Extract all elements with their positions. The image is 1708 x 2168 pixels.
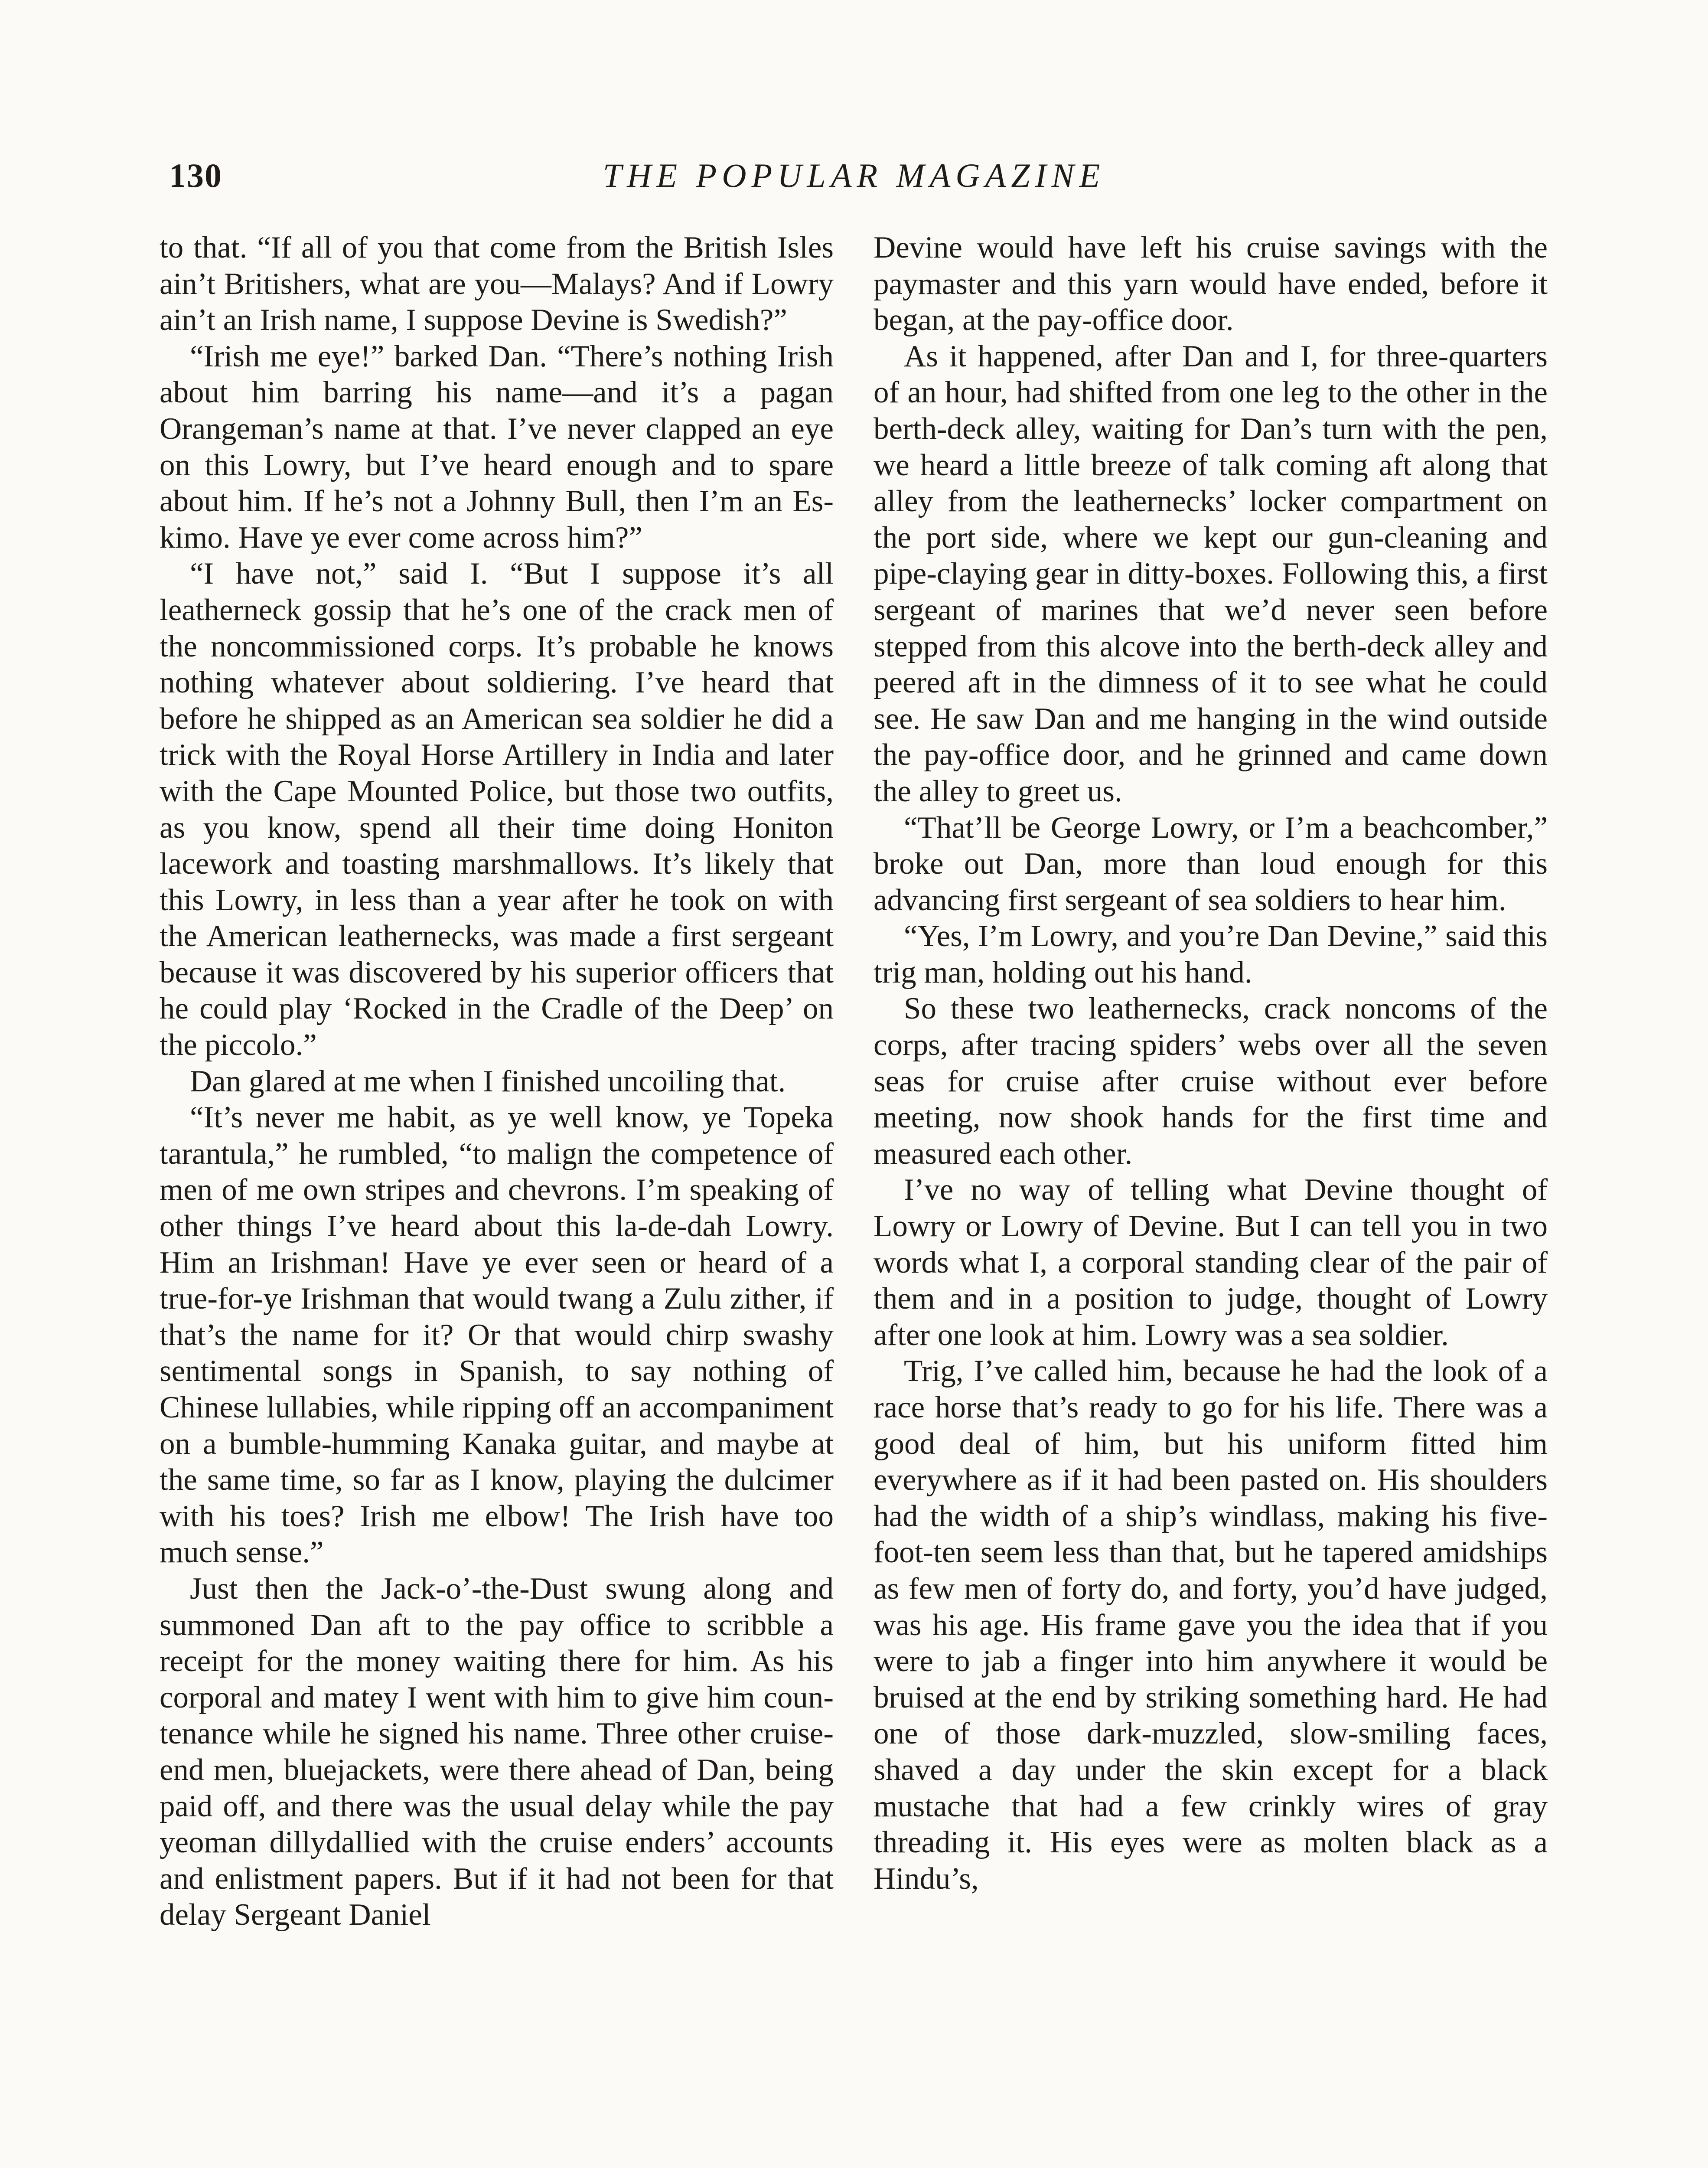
paragraph: “Irish me eye!” barked Dan. “There’s nothing Irish about him barring his name—and it’s a pagan Orangeman’s name at that. I’ve never clapped an eye on this Lowry, but I’ve heard enough and to spare about him. If he’s not a Johnny Bull, then I’m an Eskimo. Have ye ever come across him?”	[160, 339, 834, 555]
paragraph: Dan glared at me when I finished uncoiling that.	[190, 1064, 786, 1098]
paragraph: Devine would have left his cruise savings with the paymaster and this yarn would have ended, before it began, at the pay-office door.	[874, 231, 1548, 337]
paragraph: So these two leathernecks, crack noncoms of the corps, after tracing spiders’ webs over all the seven seas for cruise after cruise without ever before meeting, now shook hands for the first time and measured each other.	[874, 992, 1548, 1171]
paragraph: Trig, I’ve called him, because he had the look of a race horse that’s ready to go for his life. There was a good deal of him, but his uniform fitted him everywhere as if it had been pasted on. His shoulders had the width of a ship’s windlass, making his five-foot-ten seem less than that, but he tapered amidships as few men of forty do, and forty, you’d have judged, was his age. His frame gave you the idea that if you were to jab a finger into him anywhere it would be bruised at the end by striking something hard. He had one of those dark-muzzled, slow-smiling faces, shaved a day under the skin except for a black mustache that had a few crinkly wires of gray threading it. His eyes were as molten black as a Hindu’s,	[874, 1354, 1548, 1896]
page-number: 130	[169, 157, 222, 194]
paragraph: “I have not,” said I. “But I suppose it’s all leatherneck gossip that he’s one of the crack men of the noncommissioned corps. It’s probable he knows nothing whatever about soldiering. I’ve heard that before he shipped as an American sea soldier he did a trick with the Royal Horse Artillery in India and later with the Cape Mounted Police, but those two outfits, as you know, spend all their time doing Honiton lacework and toasting marshmallows. It’s likely that this Lowry, in less than a year after he took on with the American leathernecks, was made a first sergeant because it was discovered by his superior officers that he could play ‘Rocked in the Cradle of the Deep’ on the piccolo.”	[160, 557, 834, 1062]
paragraph: Just then the Jack-o’-the-Dust swung along and summoned Dan aft to the pay office to scribble a receipt for the money waiting there for him. As his corporal and matey I went with him to give him countenance while he signed his name. Three other cruise-end men, bluejackets, were there ahead of Dan, being paid off, and there was the usual delay while the pay yeoman dillydallied with the cruise enders’ accounts and enlistment papers. But if it had not been for that delay Sergeant Daniel	[160, 1571, 834, 1932]
paragraph: “Yes, I’m Lowry, and you’re Dan Devine,” said this trig man, holding out his hand.	[874, 919, 1548, 989]
paragraph: “That’ll be George Lowry, or I’m a beachcomber,” broke out Dan, more than loud enough for this advancing first sergeant of sea soldiers to hear him.	[874, 810, 1548, 917]
paragraph: As it happened, after Dan and I, for three-quarters of an hour, had shifted from one leg to the other in the berth-deck alley, waiting for Dan’s turn with the pen, we heard a little breeze of talk coming aft along that alley from the leathernecks’ locker compartment on the port side, where we kept our gun-cleaning and pipe-claying gear in ditty-boxes. Following this, a first sergeant of marines that we’d never seen before stepped from this alcove into the berth-deck alley and peered aft in the dimness of it to see what he could see. He saw Dan and me hanging in the wind outside the pay-office door, and he grinned and came down the alley to greet us.	[874, 339, 1548, 808]
right-column	[874, 230, 1548, 2168]
magazine-title: THE POPULAR MAGAZINE	[603, 157, 1105, 194]
paragraph: I’ve no way of telling what Devine thought of Lowry or Lowry of Devine. But I can tell you in two words what I, a corporal standing clear of the pair of them and in a position to judge, thought of Lowry after one look at him. Lowry was a sea soldier.	[874, 1173, 1548, 1352]
page-header	[160, 156, 1548, 208]
paragraph: to that. “If all of you that come from the British Isles ain’t Britishers, what are you—Malays? And if Lowry ain’t an Irish name, I suppose Devine is Swedish?”	[160, 231, 834, 337]
left-column	[160, 230, 834, 2168]
paragraph: “It’s never me habit, as ye well know, ye Topeka tarantula,” he rumbled, “to malign the competence of men of me own stripes and chevrons. I’m speaking of other things I’ve heard about this la-de-dah Lowry. Him an Irishman! Have ye ever seen or heard of a true-for-ye Irishman that would twang a Zulu zither, if that’s the name for it? Or that would chirp swashy sentimental songs in Spanish, to say nothing of Chinese lullabies, while ripping off an accompaniment on a bumble-humming Kanaka guitar, and maybe at the same time, so far as I know, playing the dulcimer with his toes? Irish me elbow! The Irish have too much sense.”	[160, 1100, 834, 1570]
